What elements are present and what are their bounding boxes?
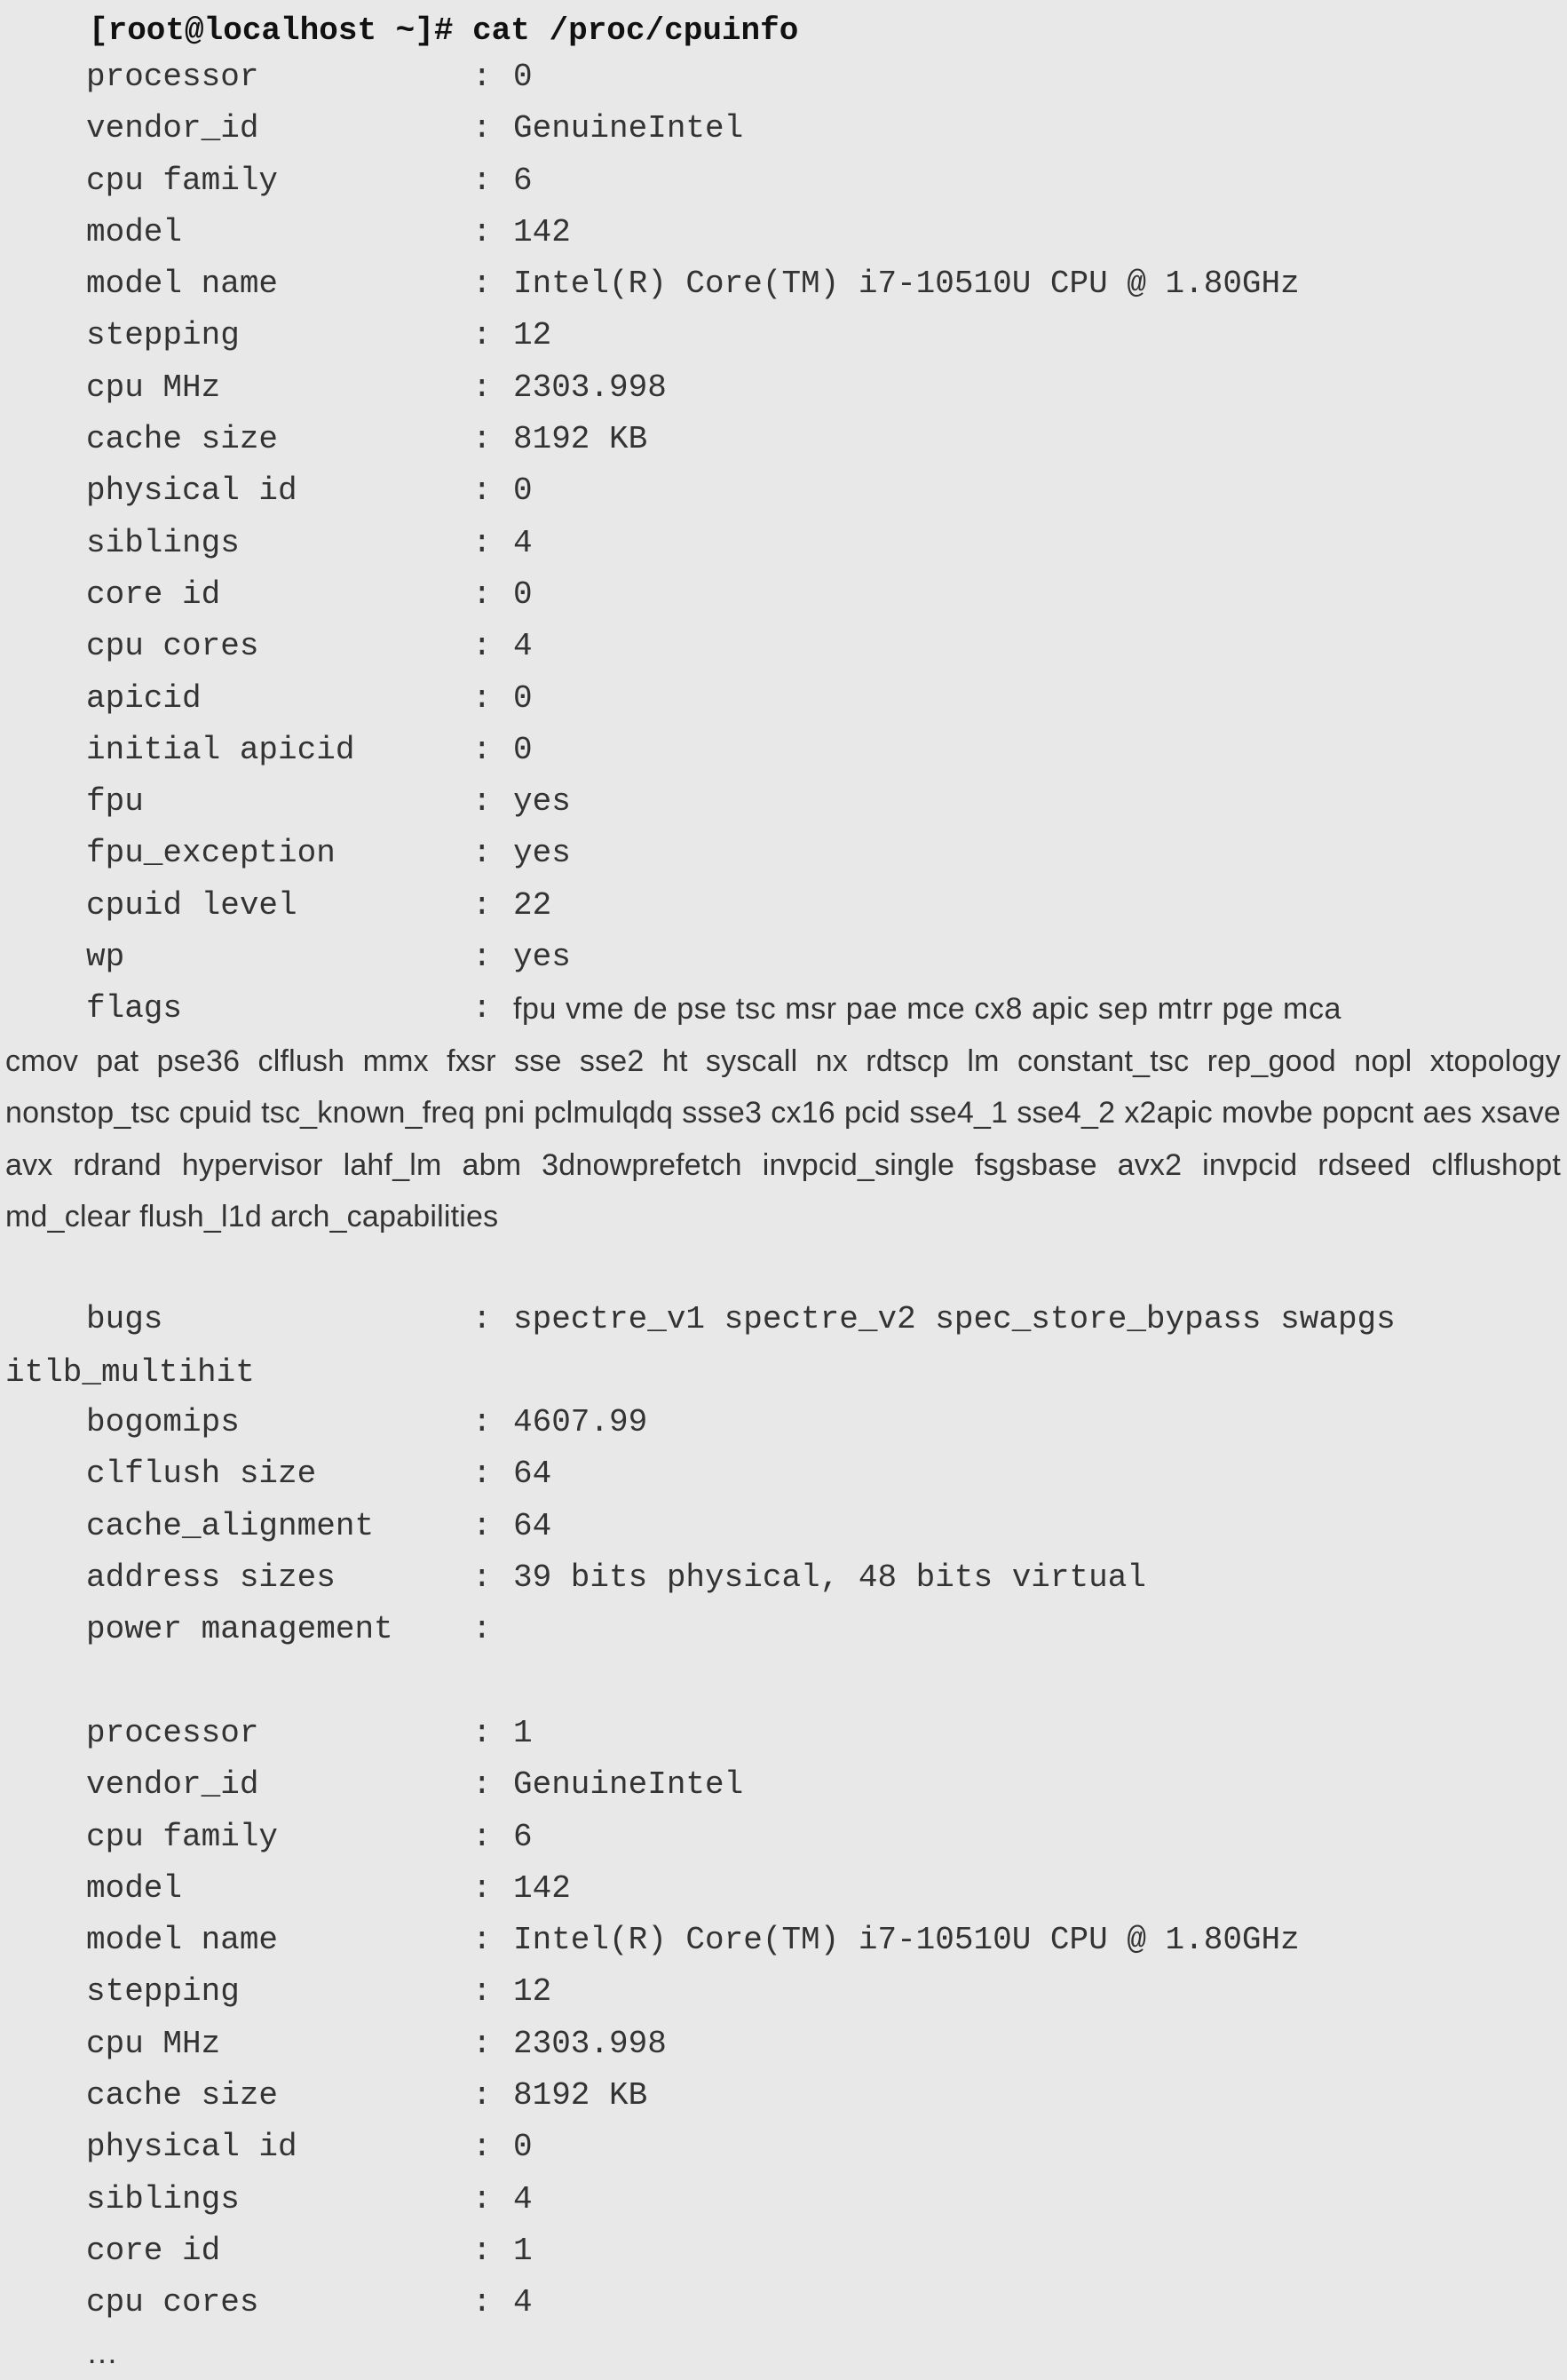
field-separator: : bbox=[472, 266, 492, 303]
field-key: siblings bbox=[86, 2180, 240, 2217]
field-separator: : bbox=[472, 939, 492, 976]
field-separator: : bbox=[472, 575, 492, 613]
field-value: Intel(R) Core(TM) i7-10510U CPU @ 1.80GHz bbox=[513, 266, 1300, 303]
field-value: GenuineIntel bbox=[513, 1766, 744, 1804]
field-separator: : bbox=[472, 835, 492, 872]
field-value: 2303.998 bbox=[513, 2025, 667, 2062]
field-separator: : bbox=[472, 110, 492, 147]
field-value: 0 bbox=[513, 679, 533, 717]
field-separator: : bbox=[472, 1404, 492, 1440]
field-key: fpu_exception bbox=[86, 835, 336, 872]
field-key: apicid bbox=[86, 679, 202, 717]
field-value: 8192 KB bbox=[513, 2077, 648, 2114]
field-separator: : bbox=[472, 1507, 492, 1544]
field-value: yes bbox=[513, 939, 571, 976]
field-key: vendor_id bbox=[86, 1766, 259, 1804]
field-key: address sizes bbox=[86, 1559, 336, 1596]
field-separator: : bbox=[472, 731, 492, 768]
field-key: vendor_id bbox=[86, 110, 259, 147]
field-separator: : bbox=[472, 317, 492, 354]
field-key: physical id bbox=[86, 472, 297, 510]
field-key: flags bbox=[86, 990, 183, 1027]
field-key: power management bbox=[86, 1611, 393, 1648]
field-key: model bbox=[86, 213, 183, 250]
field-separator: : bbox=[472, 524, 492, 561]
field-separator: : bbox=[472, 628, 492, 665]
field-separator: : bbox=[472, 1869, 492, 1907]
field-value: Intel(R) Core(TM) i7-10510U CPU @ 1.80GHz bbox=[513, 1922, 1300, 1959]
field-value: 0 bbox=[513, 2129, 533, 2166]
field-value: 0 bbox=[513, 59, 533, 95]
field-separator: : bbox=[472, 2129, 492, 2166]
field-value: 142 bbox=[513, 1869, 571, 1907]
field-key: cache size bbox=[86, 421, 279, 458]
field-separator: : bbox=[472, 1766, 492, 1804]
field-key: cpu MHz bbox=[86, 2025, 221, 2062]
field-separator: : bbox=[472, 783, 492, 821]
field-key: model name bbox=[86, 266, 279, 303]
field-separator: : bbox=[472, 2077, 492, 2114]
field-value: 0 bbox=[513, 472, 533, 510]
field-value: 4 bbox=[513, 524, 533, 561]
field-value: yes bbox=[513, 835, 571, 872]
field-value: 1 bbox=[513, 2232, 533, 2269]
field-key: cpu cores bbox=[86, 628, 259, 665]
field-key: cpu family bbox=[86, 162, 279, 199]
field-key: initial apicid bbox=[86, 731, 355, 768]
bugs-first-line: spectre_v1 spectre_v2 spec_store_bypass swapgs bbox=[513, 1301, 1396, 1337]
field-key: wp bbox=[86, 939, 125, 976]
field-value: 142 bbox=[513, 213, 571, 250]
field-key: stepping bbox=[86, 317, 240, 354]
field-value: 1 bbox=[513, 1715, 533, 1751]
field-value: 64 bbox=[513, 1456, 552, 1493]
field-separator: : bbox=[472, 369, 492, 406]
field-key: core id bbox=[86, 2232, 221, 2269]
field-key: processor bbox=[86, 1715, 259, 1751]
field-separator: : bbox=[472, 162, 492, 199]
field-value: 0 bbox=[513, 731, 533, 768]
field-separator: : bbox=[472, 2232, 492, 2269]
field-value: 12 bbox=[513, 317, 552, 354]
field-key: cpuid level bbox=[86, 886, 297, 924]
bugs-continuation: itlb_multihit bbox=[5, 1354, 255, 1391]
field-key: cpu MHz bbox=[86, 369, 221, 406]
field-key: cache_alignment bbox=[86, 1507, 375, 1544]
field-value: 4 bbox=[513, 2284, 533, 2321]
field-value: 64 bbox=[513, 1507, 552, 1544]
field-key: core id bbox=[86, 575, 221, 613]
field-value: 4 bbox=[513, 2180, 533, 2217]
field-key: cache size bbox=[86, 2077, 279, 2114]
field-key: model bbox=[86, 1869, 183, 1907]
field-separator: : bbox=[472, 472, 492, 510]
field-key: clflush size bbox=[86, 1456, 317, 1493]
field-separator: : bbox=[472, 1922, 492, 1959]
field-value: 6 bbox=[513, 1818, 533, 1855]
flags-continuation: cmov pat pse36 clflush mmx fxsr sse sse2 ht syscall nx rdtscp lm constant_tsc rep_good nopl xtopology nonstop_tsc cpuid tsc_known_freq pni pclmulqdq ssse3 cx16 pcid sse4_1 sse4_2 x2apic movbe popcnt aes xsave avx rdrand hypervisor lahf_lm abm 3dnowprefetch invpcid_single fsgsbase avx2 invpcid rdseed clflushopt md_clear flush_l1d arch_capabilities bbox=[5, 1044, 1561, 1234]
field-value: 6 bbox=[513, 162, 533, 199]
shell-command-line: [root@localhost ~]# cat /proc/cpuinfo bbox=[89, 12, 799, 49]
output-truncated-ellipsis: … bbox=[86, 2334, 118, 2370]
field-value: 4607.99 bbox=[513, 1404, 648, 1440]
field-separator: : bbox=[472, 886, 492, 924]
field-value: 2303.998 bbox=[513, 369, 667, 406]
field-value: 0 bbox=[513, 575, 533, 613]
field-value: 22 bbox=[513, 886, 552, 924]
field-separator: : bbox=[472, 990, 492, 1027]
field-key: processor bbox=[86, 59, 259, 95]
field-value: yes bbox=[513, 783, 571, 821]
field-value: 4 bbox=[513, 628, 533, 665]
field-separator: : bbox=[472, 1456, 492, 1493]
field-separator: : bbox=[472, 2284, 492, 2321]
field-separator: : bbox=[472, 59, 492, 95]
field-key: cpu family bbox=[86, 1818, 279, 1855]
field-key: stepping bbox=[86, 1973, 240, 2011]
field-separator: : bbox=[472, 1818, 492, 1855]
field-key: bugs bbox=[86, 1301, 163, 1337]
field-key: physical id bbox=[86, 2129, 297, 2166]
field-separator: : bbox=[472, 679, 492, 717]
field-separator: : bbox=[472, 1301, 492, 1337]
field-separator: : bbox=[472, 2025, 492, 2062]
field-key: siblings bbox=[86, 524, 240, 561]
field-separator: : bbox=[472, 1559, 492, 1596]
field-value: 39 bits physical, 48 bits virtual bbox=[513, 1559, 1146, 1596]
flags-first-line: fpu vme de pse tsc msr pae mce cx8 apic sep mtrr pge mca bbox=[513, 992, 1342, 1027]
field-separator: : bbox=[472, 213, 492, 250]
field-value: 8192 KB bbox=[513, 421, 648, 458]
field-separator: : bbox=[472, 1715, 492, 1751]
field-separator: : bbox=[472, 1973, 492, 2011]
field-separator: : bbox=[472, 1611, 492, 1648]
field-separator: : bbox=[472, 2180, 492, 2217]
field-value: 12 bbox=[513, 1973, 552, 2011]
field-key: fpu bbox=[86, 783, 144, 821]
field-value: GenuineIntel bbox=[513, 110, 744, 147]
field-key: model name bbox=[86, 1922, 279, 1959]
field-key: cpu cores bbox=[86, 2284, 259, 2321]
field-separator: : bbox=[472, 421, 492, 458]
field-key: bogomips bbox=[86, 1404, 240, 1440]
